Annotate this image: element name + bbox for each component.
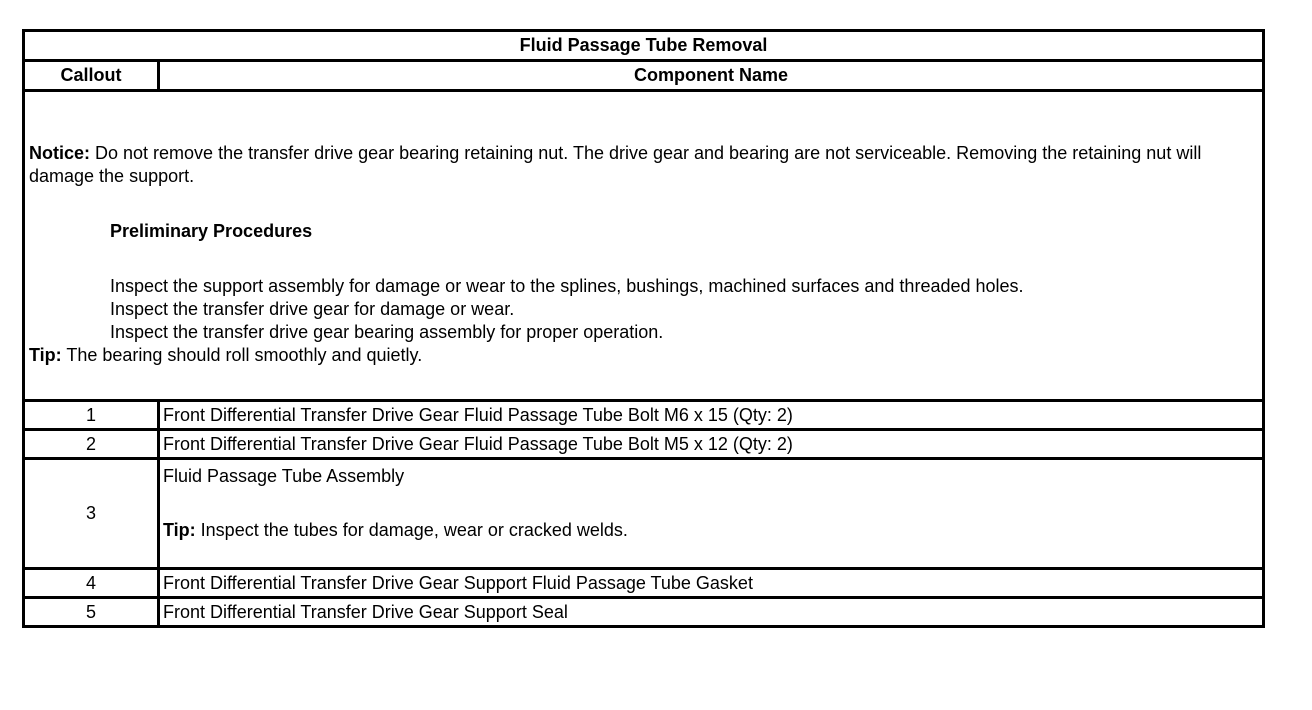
table-title: Fluid Passage Tube Removal <box>24 31 1264 61</box>
preliminary-heading: Preliminary Procedures <box>110 221 313 241</box>
table-row <box>24 598 1264 627</box>
tip-text: The bearing should roll smoothly and quietly. <box>61 345 423 365</box>
component-name-cell: Front Differential Transfer Drive Gear Support Fluid Passage Tube Gasket <box>159 569 1264 598</box>
callout-cell: 5 <box>24 598 159 627</box>
table-row <box>24 401 1264 430</box>
callout-header: Callout <box>24 61 159 91</box>
callout-cell: 3 <box>24 459 159 569</box>
row-tip <box>163 519 1262 542</box>
table-row <box>24 459 1264 569</box>
component-name-cell: Front Differential Transfer Drive Gear Fluid Passage Tube Bolt M5 x 12 (Qty: 2) <box>159 430 1264 459</box>
tip-label: Tip: <box>29 345 62 365</box>
step-item: Inspect the support assembly for damage or wear to the splines, bushings, machined surfaces and threaded holes. <box>110 276 1024 296</box>
tip-text: Inspect the tubes for damage, wear or cracked welds. <box>195 520 628 540</box>
procedure-sheet <box>22 29 1262 628</box>
notice-label: Notice: <box>29 143 91 163</box>
component-name-cell: Front Differential Transfer Drive Gear Fluid Passage Tube Bolt M6 x 15 (Qty: 2) <box>159 401 1264 430</box>
component-name-header: Component Name <box>159 61 1264 91</box>
callout-cell: 1 <box>24 401 159 430</box>
table-row <box>24 569 1264 598</box>
callout-cell: 4 <box>24 569 159 598</box>
notice-text: Do not remove the transfer drive gear bearing retaining nut. The drive gear and bearing are not serviceable. Removing the retaining nut will damage the support. <box>29 143 1202 186</box>
table-row <box>24 430 1264 459</box>
notice-cell <box>24 91 1264 401</box>
tip-label: Tip: <box>163 520 196 540</box>
component-name-cell <box>159 459 1264 569</box>
step-item: Inspect the transfer drive gear for damage or wear. <box>110 299 515 319</box>
component-name: Fluid Passage Tube Assembly <box>163 466 405 486</box>
tip-paragraph <box>29 344 1258 367</box>
callout-cell: 2 <box>24 430 159 459</box>
step-item: Inspect the transfer drive gear bearing assembly for proper operation. <box>110 322 664 342</box>
component-name-cell: Front Differential Transfer Drive Gear Support Seal <box>159 598 1264 627</box>
component-table <box>22 29 1265 628</box>
notice-paragraph <box>29 142 1258 188</box>
